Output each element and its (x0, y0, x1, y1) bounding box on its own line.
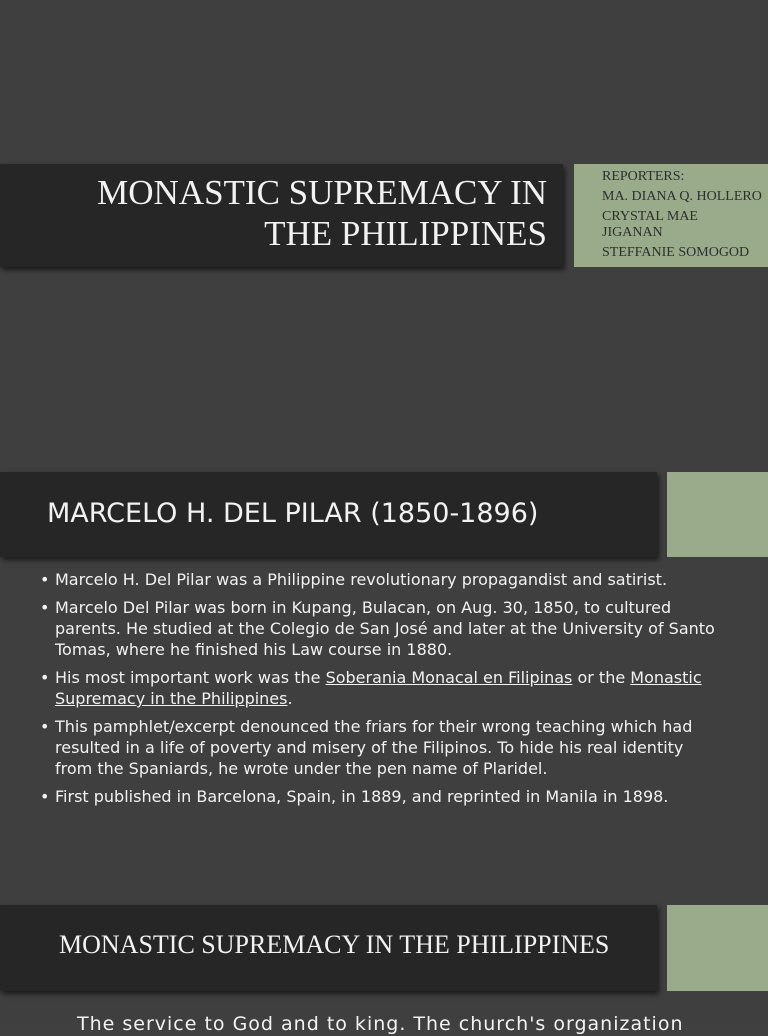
slide-title: MONASTIC SUPREMACY IN THE PHILIPPINES (97, 173, 547, 253)
slide-2 (0, 460, 768, 890)
title-bar (0, 472, 657, 557)
slide-3 (0, 890, 768, 1035)
bullet-text: or the (572, 668, 631, 687)
reporters-label: REPORTERS: (602, 169, 685, 184)
bullet-item: • First published in Barcelona, Spain, in 1889, and reprinted in Manila in 1898. (40, 786, 720, 807)
reporter-name: CRYSTAL MAE JIGANAN (602, 209, 698, 240)
accent-box (667, 472, 768, 557)
bullet-item: • Marcelo H. Del Pilar was a Philippine revolutionary propagandist and satirist. (40, 569, 720, 590)
slide-1 (0, 0, 768, 460)
title-bar (0, 164, 563, 267)
slide-title: MONASTIC SUPREMACY IN THE PHILIPPINES (59, 930, 610, 959)
reporter-name: STEFFANIE SOMOGOD (602, 245, 750, 260)
bullet-text: . (287, 689, 293, 708)
reporter-name: MA. DIANA Q. HOLLERO (602, 189, 762, 204)
bullet-item: • This pamphlet/excerpt denounced the friars for their wrong teaching which had resulted in a life of poverty and misery of the Filipinos. To hide his real identity from the Spaniards, he wrote under the pen name of Plaridel. (40, 716, 720, 779)
slide-title: MARCELO H. DEL PILAR (1850-1896) (47, 498, 539, 529)
bullet-item: • Marcelo Del Pilar was born in Kupang, Bulacan, on Aug. 30, 1850, to cultured parents. He studied at the Colegio de San José and later at the University of Santo Tomas, where he finished his Law course in 1880. (40, 597, 720, 660)
slide-body-text: The service to God and to king. The church's organization (77, 1013, 684, 1035)
soberania-link[interactable]: Soberania Monacal en Filipinas (325, 668, 573, 687)
title-bar (0, 905, 657, 991)
accent-box (667, 905, 768, 991)
reporters-list (602, 169, 762, 265)
monastic-supremacy-link[interactable]: Monastic Supremacy in the Philippines (55, 668, 702, 708)
bullet-text: His most important work was the (55, 668, 326, 687)
bullet-list (40, 569, 720, 814)
bullet-item (40, 667, 720, 709)
